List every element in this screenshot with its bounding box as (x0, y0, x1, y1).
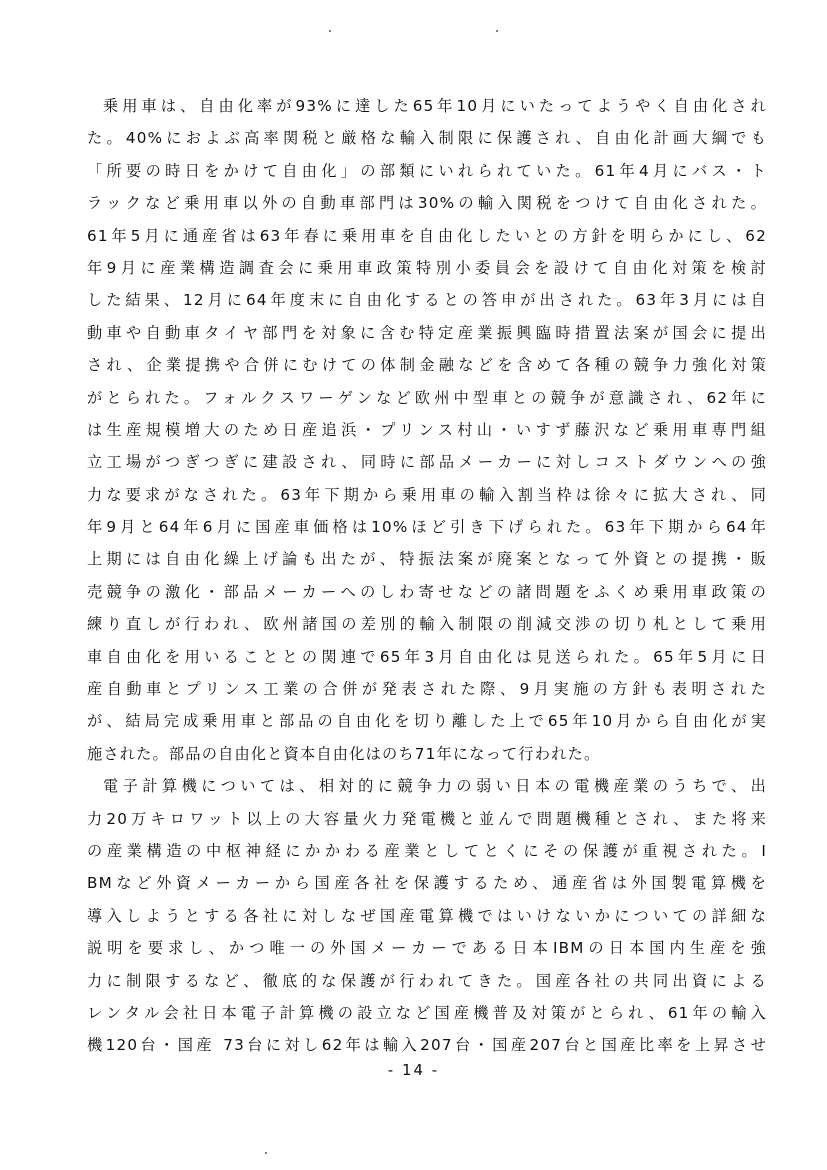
text-line: 乗用車は、自由化率が93%に達した65年10月にいたってようやく自由化され (103, 97, 767, 115)
text-line: 練り直しが行われ、欧州諸国の差別的輸入制限の削減交渉の切り札として乗用 (87, 615, 767, 634)
text-line: ラックなど乗用車以外の自動車部門は30%の輸入関税をつけて自由化された。 (87, 194, 767, 213)
body-text (87, 90, 767, 1062)
text-line: レンタル会社日本電子計算機の設立など国産機普及対策がとられ、61年の輸入 (87, 1003, 767, 1022)
text-line: 力20万キロワット以上の大容量火力発電機と並んで問題機種とされ、また将来 (87, 809, 767, 828)
scan-speck (496, 30, 498, 32)
text-line: が、結局完成乗用車と部品の自由化を切り離した上で65年10月から自由化が実 (87, 712, 767, 731)
text-line: 上期には自由化繰上げ論も出たが、特振法案が廃案となって外資との提携・販 (87, 550, 767, 569)
text-line: 年9月に産業構造調査会に乗用車政策特別小委員会を設けて自由化対策を検討 (87, 258, 767, 277)
scan-speck (329, 30, 331, 32)
text-line: 61年5月に通産省は63年春に乗用車を自由化したいとの方針を明らかにし、62 (87, 226, 767, 245)
text-line: 導入しようとする各社に対しなぜ国産電算機ではいけないかについての詳細な (87, 906, 767, 925)
text-line: の産業構造の中枢神経にかかわる産業としてとくにその保護が重視された。I (87, 841, 767, 860)
text-line: 売競争の激化・部品メーカーへのしわ寄せなどの諸問題をふくめ乗用車政策の (87, 582, 767, 601)
text-line: 「所要の時日をかけて自由化」の部類にいれられていた。61年4月にバス・ト (87, 161, 767, 180)
text-line: 立工場がつぎつぎに建設され、同時に部品メーカーに対しコストダウンへの強 (87, 453, 767, 472)
text-line: 電子計算機については、相対的に競争力の弱い日本の電機産業のうちで、出 (103, 777, 767, 796)
text-line: 機120台・国産 73台に対し62年は輸入207台・国産207台と国産比率を上昇させ (87, 1036, 767, 1055)
text-line: た。40%におよぶ高率関税と厳格な輸入制限に保護され、自由化計画大綱でも (87, 129, 767, 148)
text-line: BMなど外資メーカーから国産各社を保護するため、通産省は外国製電算機を (87, 874, 767, 893)
text-line: 年9月と64年6月に国産車価格は10%ほど引き下げられた。63年下期から64年 (87, 518, 767, 537)
text-line: 動車や自動車タイヤ部門を対象に含む特定産業振興臨時措置法案が国会に提出 (87, 323, 767, 342)
text-line: は生産規模増大のため日産追浜・プリンス村山・いすず藤沢など乗用車専門組 (87, 420, 767, 439)
page-number: - 14 - (387, 1061, 440, 1079)
scan-speck (265, 1152, 267, 1154)
text-line: した結果、12月に64年度末に自由化するとの答申が出された。63年3月には自 (87, 291, 767, 310)
text-line: 力な要求がなされた。63年下期から乗用車の輸入割当枠は徐々に拡大され、同 (87, 485, 767, 504)
text-line: 車自由化を用いることとの関連で65年3月自由化は見送られた。65年5月に日 (87, 647, 767, 666)
text-line: 施された。部品の自由化と資本自由化はのち71年になって行われた。 (87, 744, 601, 763)
text-line: され、企業提携や合併にむけての体制金融などを含めて各種の競争力強化対策 (87, 356, 767, 375)
text-line: がとられた。フォルクスワーゲンなど欧州中型車との競争が意識され、62年に (87, 388, 767, 407)
text-line: 説明を要求し、かつ唯一の外国メーカーである日本IBMの日本国内生産を強 (87, 939, 767, 958)
text-line: 力に制限するなど、徹底的な保護が行われてきた。国産各社の共同出資による (87, 971, 767, 990)
text-line: 産自動車とプリンス工業の合併が発表された際、9月実施の方針も表明された (87, 680, 767, 699)
